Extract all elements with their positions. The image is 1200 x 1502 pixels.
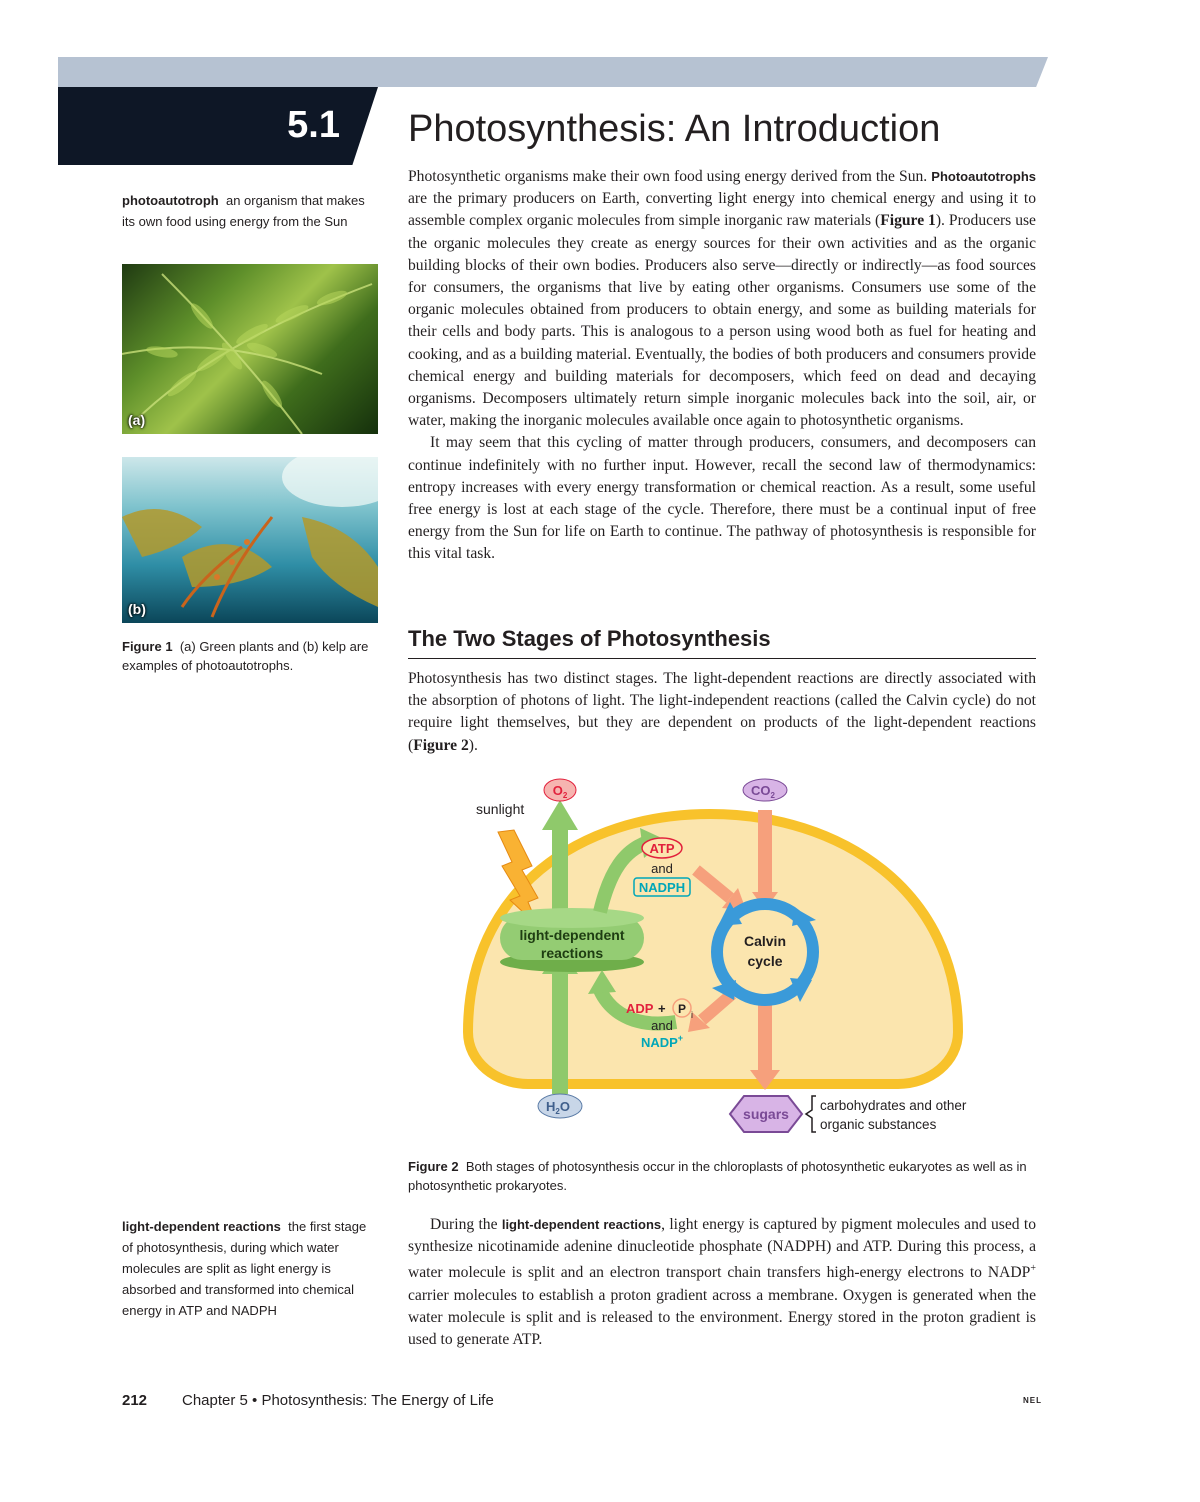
glossary-light-dependent-reactions — [122, 1216, 380, 1321]
intro-paragraph-1 — [408, 166, 1036, 432]
section-number: 5.1 — [287, 104, 340, 146]
photosynthesis-diagram — [440, 770, 1000, 1150]
ldr-label-2: reactions — [540, 945, 604, 961]
figure-1-caption-label: Figure 1 — [122, 639, 173, 654]
ldr-part-c: carrier molecules to establish a proton gradient across a membrane. Oxygen is generated when the water molecule is split and is released to the environment. Energy stored in the proton gradient is used to generate ATP. — [408, 1286, 1036, 1349]
calvin-label-1: Calvin — [743, 933, 787, 949]
sunlight-label: sunlight — [476, 801, 525, 817]
figure-2-reference: Figure 2 — [413, 736, 469, 754]
photo-label-a: (a) — [128, 412, 146, 428]
light-dependent-paragraph — [408, 1214, 1036, 1351]
figure-2-caption-text: Both stages of photosynthesis occur in the chloroplasts of photosynthetic eukaryotes as well as in photosynthetic prokaryotes. — [408, 1159, 1027, 1193]
figure-2-caption — [408, 1157, 1036, 1195]
intro-p1-part-c: ). Producers use the organic molecules they create as energy sources for their own activities and as the organic building blocks of their own bodies. Producers also serve—directly or indirectly—as food sources for consumers, the organisms that live by eating other organisms. Consumers use some of the organic molecules obtained from producers to obtain energy, and some as building materials for their cells and body parts. This is analogous to a person using wood both as fuel for heating and cooking, and as a building material. Eventually, the bodies of both producers and consumers provide chemical energy and building materials for decomposers, which feed on dead and decaying organisms. Decomposers ultimately return simple inorganic molecules back into the soil, air, or water, making the inorganic molecules available once again to photosynthetic organisms. — [408, 212, 1036, 430]
publisher-mark: NEL — [1023, 1396, 1042, 1405]
two-stages-paragraph — [408, 668, 1036, 757]
adp-label: ADP — [626, 1001, 654, 1016]
ldr-part-b: , light energy is captured by pigment molecules and used to synthesize nicotinamide adenine dinucleotide phosphate (NADPH) and ATP. During this process, a water molecule is split and an electron transport chain transfers high-energy electrons to NADP — [408, 1216, 1036, 1282]
section-title: Photosynthesis: An Introduction — [408, 108, 941, 150]
nadph-label: NADPH — [638, 880, 686, 895]
carbohydrates-label-2: organic substances — [820, 1117, 937, 1132]
kelp-image — [122, 457, 378, 623]
stages-part-b: ). — [468, 736, 478, 754]
co2-input-arrow — [758, 810, 772, 894]
oxygen-label: $O_2$ — [552, 783, 568, 800]
page-number: 212 — [122, 1392, 148, 1409]
and-label-top: and — [651, 861, 673, 876]
phosphate-label: P — [677, 1002, 687, 1016]
intro-text — [408, 166, 1036, 566]
ldr-label-1: light-dependent — [519, 927, 625, 943]
figure-2-caption-label: Figure 2 — [408, 1159, 459, 1174]
carbohydrates-label-1: carbohydrates and other — [820, 1098, 967, 1113]
two-stages-text — [408, 668, 1036, 757]
figure-1-reference: Figure 1 — [880, 212, 936, 230]
kelp-photo — [122, 457, 378, 623]
light-dependent-text — [408, 1214, 1036, 1351]
carbon-dioxide-label: $CO_2$ — [751, 783, 775, 800]
glossary-term: light-dependent reactions — [122, 1219, 281, 1234]
glossary-definition: an organism that makes its own food using energy from the Sun — [122, 193, 365, 229]
ldr-part-a: During the — [430, 1216, 502, 1233]
fern-photo — [122, 264, 378, 434]
sugar-output-arrow — [758, 1002, 772, 1072]
atp-label: ATP — [649, 841, 675, 856]
nadp-plus-label: NADP+ — [640, 1033, 684, 1050]
term-photoautotrophs: Photoautotrophs — [931, 169, 1036, 184]
phosphate-subscript: i — [691, 1010, 693, 1020]
header-band — [58, 57, 1048, 87]
intro-paragraph-2: It may seem that this cycling of matter through producers, consumers, and decomposers can continue indefinitely with no further input. However, recall the second law of thermodynamics: entropy increases with every energy transformation or chemical reaction. As a result, some useful free energy is lost at each stage of the cycle. Therefore, there must be a continual input of free energy from the Sun for life on Earth to continue. The pathway of photosynthesis is responsible for this vital task. — [408, 434, 1036, 563]
glossary-definition: the first stage of photosynthesis, during which water molecules are split as light energy is absorbed and transformed into chemical energy in ATP and NADPH — [122, 1219, 367, 1318]
sugars-label: sugars — [743, 1106, 789, 1122]
plus-label: + — [658, 1001, 666, 1016]
ldr-superscript: + — [1030, 1263, 1036, 1275]
carbohydrates-bracket — [806, 1096, 816, 1132]
page-footer — [122, 1392, 1042, 1414]
calvin-label-2: cycle — [747, 953, 783, 969]
term-light-dependent-reactions: light-dependent reactions — [501, 1217, 662, 1232]
intro-p1-part-a: Photosynthetic organisms make their own food using energy derived from the Sun. — [408, 168, 932, 185]
and-label-bottom: and — [651, 1018, 673, 1033]
water-label: $H_2O$ — [546, 1099, 570, 1116]
photo-label-b: (b) — [128, 601, 146, 617]
stages-part-a: Photosynthesis has two distinct stages. The light-dependent reactions are directly associated with the absorption of photons of light. The light-independent reactions (called the Calvin cycle) do not require light themselves, but they are dependent on products of the light-dependent reactions ( — [408, 670, 1036, 754]
glossary-term: photoautotroph — [122, 193, 219, 208]
figure-1-caption-text: (a) Green plants and (b) kelp are examples of photoautotrophs. — [122, 639, 369, 673]
intro-p1-part-b: are the primary producers on Earth, converting light energy into chemical energy and using it to assemble complex organic molecules from simple inorganic raw materials ( — [408, 190, 1036, 230]
subsection-heading: The Two Stages of Photosynthesis — [408, 624, 1036, 659]
figure-1-caption — [122, 637, 378, 675]
glossary-photoautotroph — [122, 190, 372, 232]
fern-image — [122, 264, 378, 434]
running-title: Chapter 5 • Photosynthesis: The Energy of Life — [182, 1392, 494, 1409]
